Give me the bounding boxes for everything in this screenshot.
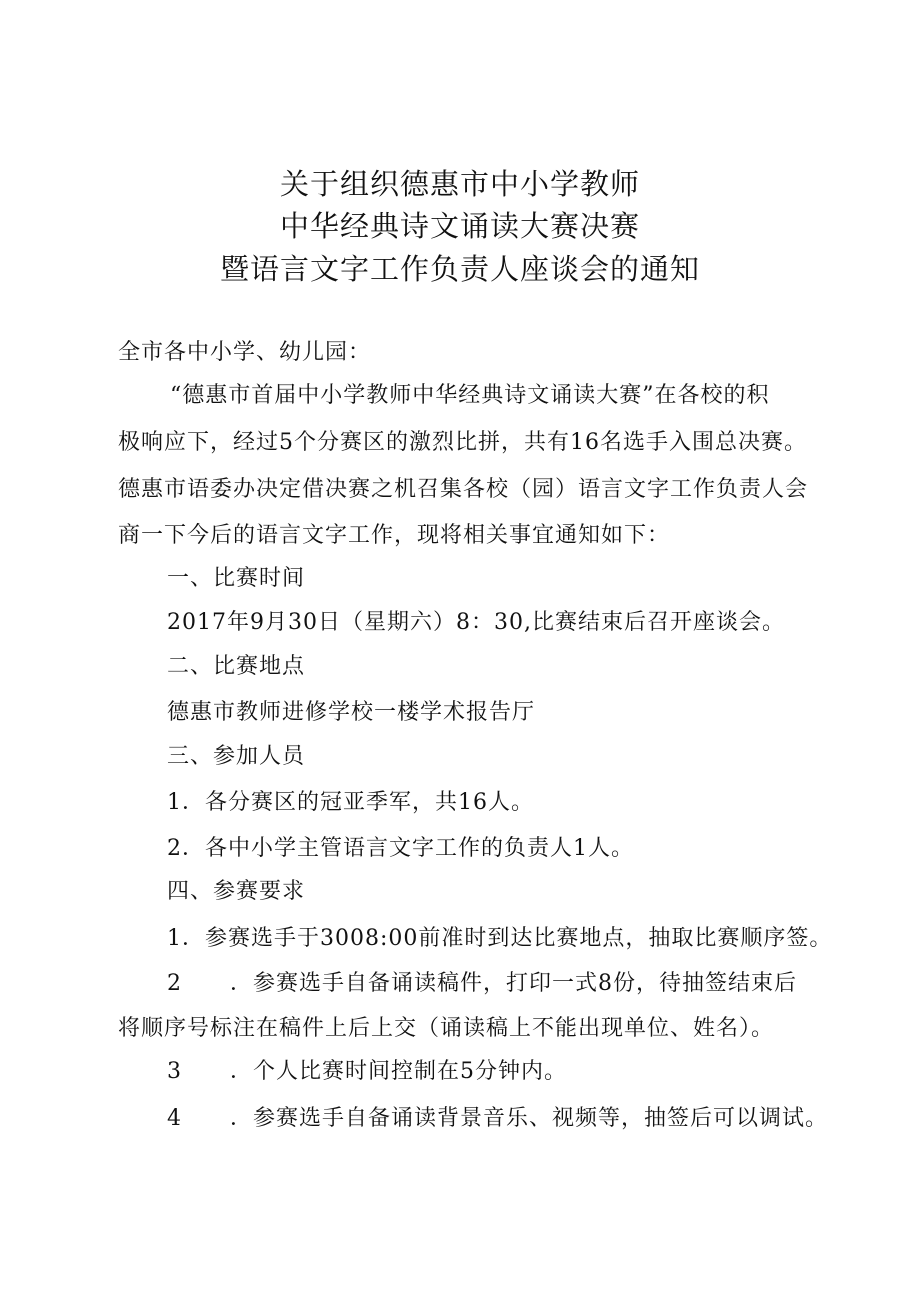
section-time-content: 2017年9月30日（星期六）8：30,比赛结束后召开座谈会。 <box>167 610 785 635</box>
title-line-1: 关于组织德惠市中小学教师 <box>279 167 640 201</box>
participants-item-2: 2．各中小学主管语言文字工作的负责人1人。 <box>167 836 634 861</box>
section-place-content: 德惠市教师进修学校一楼学术报告厅 <box>167 700 536 725</box>
title-line-2: 中华经典诗文诵读大赛决赛 <box>279 209 640 243</box>
intro-line-4: 商一下今后的语言文字工作，现将相关事宜通知如下： <box>118 523 671 548</box>
intro-line-2: 极响应下，经过5个分赛区的激烈比拼，共有16名选手入围总决赛。 <box>118 430 807 455</box>
requirements-item-4-number: 4 <box>167 1106 182 1131</box>
requirements-item-3-number: 3 <box>167 1059 182 1084</box>
requirements-item-4-text: ．参赛选手自备诵读背景音乐、视频等，抽签后可以调试。 <box>230 1106 829 1131</box>
requirements-item-2-number: 2 <box>167 971 182 996</box>
intro-line-1: “德惠市首届中小学教师中华经典诗文诵读大赛”在各校的积 <box>170 383 770 408</box>
requirements-item-3-text: ．个人比赛时间控制在5分钟内。 <box>230 1059 567 1084</box>
salutation: 全市各中小学、幼儿园： <box>118 340 372 365</box>
section-requirements-heading: 四、参赛要求 <box>167 879 306 904</box>
section-time-heading: 一、比赛时间 <box>167 566 306 591</box>
section-place-heading: 二、比赛地点 <box>167 654 306 679</box>
requirements-item-2-continuation: 将顺序号标注在稿件上后上交（诵读稿上不能出现单位、姓名）。 <box>118 1016 775 1041</box>
title-line-3: 暨语言文字工作负责人座谈会的通知 <box>219 252 700 286</box>
requirements-item-1: 1．参赛选手于3008:00前准时到达比赛地点，抽取比赛顺序签。 <box>167 926 833 951</box>
requirements-item-2-text: ．参赛选手自备诵读稿件，打印一式8份，待抽签结束后 <box>230 971 797 996</box>
participants-item-1: 1．各分赛区的冠亚季军，共16人。 <box>167 790 534 815</box>
intro-line-3: 德惠市语委办决定借决赛之机召集各校（园）语言文字工作负责人会 <box>118 477 809 502</box>
section-participants-heading: 三、参加人员 <box>167 744 306 769</box>
